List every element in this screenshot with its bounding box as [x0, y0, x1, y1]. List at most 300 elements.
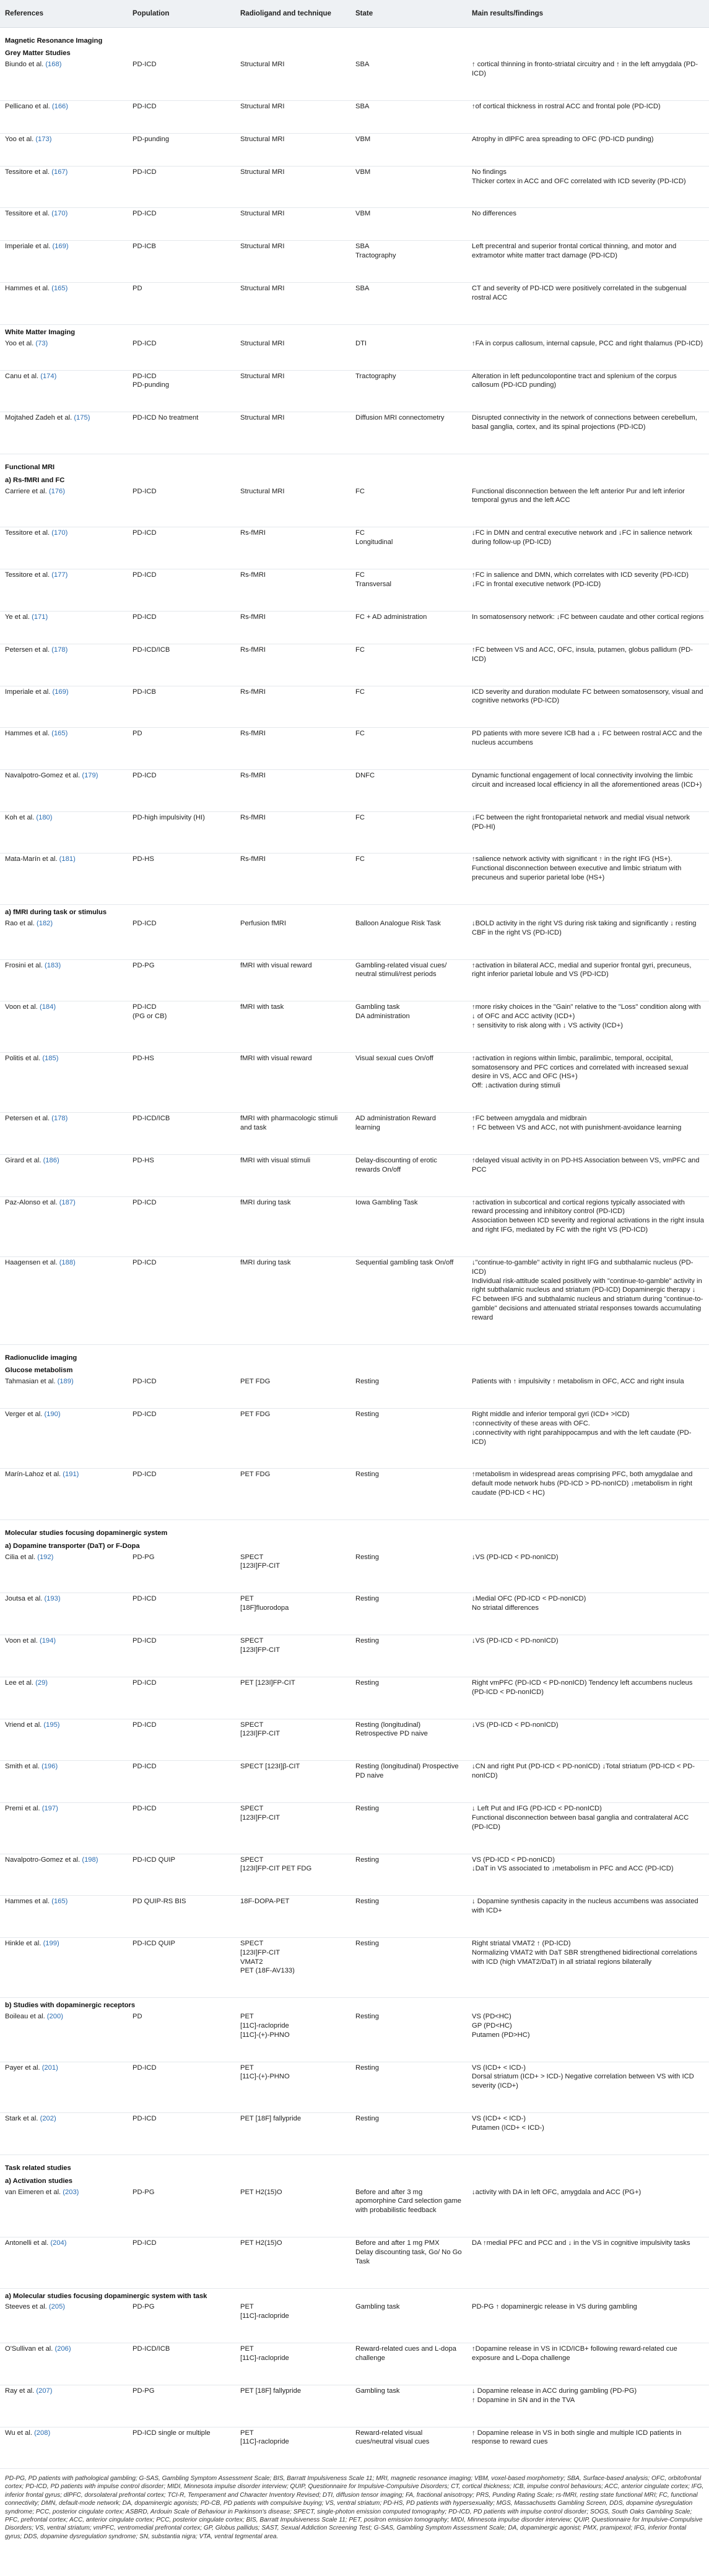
- reference-cell[interactable]: O'Sullivan et al. (206): [0, 2343, 128, 2385]
- population-cell: PD-PG: [128, 2187, 235, 2237]
- findings-cell: ↓Medial OFC (PD-ICD < PD-nonICD) No striatal differences: [467, 1593, 709, 1635]
- technique-cell: PET [18F] fallypride: [235, 2385, 350, 2427]
- population-cell: PD QUIP-RS BIS: [128, 1896, 235, 1938]
- state-cell: SBA: [350, 59, 467, 100]
- reference-cell[interactable]: Voon et al. (194): [0, 1635, 128, 1677]
- population-cell: PD-ICD: [128, 1761, 235, 1803]
- subsection-heading: Grey Matter Studies: [5, 50, 71, 58]
- reference-cell[interactable]: Imperiale et al. (169): [0, 241, 128, 283]
- findings-cell: ↑of cortical thickness in rostral ACC and frontal pole (PD-ICD): [467, 100, 709, 133]
- table-row: [0, 2427, 709, 2469]
- findings-cell: Right vmPFC (PD-ICD < PD-nonICD) Tendency left accumbens nucleus (PD-ICD < PD-nonICD): [467, 1677, 709, 1719]
- population-cell: PD-punding: [128, 133, 235, 166]
- state-cell: Resting: [350, 1896, 467, 1938]
- population-cell: PD-ICD: [128, 2062, 235, 2113]
- findings-cell: ↓FC in DMN and central executive network and ↓FC in salience network during follow-up (PD-ICD): [467, 527, 709, 569]
- findings-cell: VS (ICD+ < ICD-) Putamen (ICD+ < ICD-): [467, 2113, 709, 2155]
- state-cell: Resting: [350, 1552, 467, 1593]
- population-cell: PD-ICD QUIP: [128, 1854, 235, 1896]
- state-cell: SBA: [350, 100, 467, 133]
- population-cell: PD-ICD/ICB: [128, 644, 235, 686]
- reference-cell[interactable]: Cilia et al. (192): [0, 1552, 128, 1593]
- citation-link[interactable]: (169): [52, 688, 69, 696]
- table-row: [0, 486, 709, 527]
- table-row: [0, 283, 709, 325]
- reference-cell[interactable]: Antonelli et al. (204): [0, 2237, 128, 2289]
- findings-cell: No differences: [467, 208, 709, 241]
- reference-cell[interactable]: Haagensen et al. (188): [0, 1256, 128, 1344]
- table-row: [0, 2301, 709, 2343]
- header-findings: Main results/findings: [467, 0, 709, 27]
- technique-cell: Structural MRI: [235, 241, 350, 283]
- state-cell: Gambling-related visual cues/ neutral stimuli/rest periods: [350, 959, 467, 1001]
- findings-cell: ↑Dopamine release in VS in ICD/ICB+ following reward-related cue exposure and L-Dopa challenge: [467, 2343, 709, 2385]
- reference-cell[interactable]: Mojtahed Zadeh et al. (175): [0, 412, 128, 454]
- subsection-heading-row: [0, 1998, 709, 2011]
- reference-cell[interactable]: Navalpotro-Gomez et al. (198): [0, 1854, 128, 1896]
- subsection-heading-row: [0, 2174, 709, 2187]
- citation-link[interactable]: (202): [40, 2115, 56, 2123]
- population-cell: PD-ICD: [128, 1256, 235, 1344]
- reference-cell[interactable]: Pellicano et al. (166): [0, 100, 128, 133]
- state-cell: Resting: [350, 1469, 467, 1520]
- state-cell: Before and after 3 mg apomorphine Card selection game with probabilistic feedback: [350, 2187, 467, 2237]
- state-cell: DNFC: [350, 769, 467, 811]
- state-cell: SBA Tractography: [350, 241, 467, 283]
- technique-cell: Rs-fMRI: [235, 569, 350, 612]
- findings-cell: ↑activation in bilateral ACC, medial and superior frontal gyri, precuneus, right inferior parietal lobule and VS (PD-ICD): [467, 959, 709, 1001]
- state-cell: Gambling task: [350, 2385, 467, 2427]
- citation-link[interactable]: (178): [51, 646, 68, 654]
- reference-cell[interactable]: Premi et al. (197): [0, 1803, 128, 1854]
- state-cell: Resting: [350, 2011, 467, 2062]
- state-cell: FC: [350, 486, 467, 527]
- technique-cell: fMRI with visual stimuli: [235, 1154, 350, 1196]
- section-heading: Molecular studies focusing dopaminergic system: [5, 1529, 168, 1537]
- state-cell: FC: [350, 854, 467, 905]
- population-cell: PD-HS: [128, 1154, 235, 1196]
- reference-cell[interactable]: Girard et al. (186): [0, 1154, 128, 1196]
- citation-link[interactable]: (173): [35, 135, 52, 143]
- technique-cell: Rs-fMRI: [235, 811, 350, 854]
- reference-cell[interactable]: Smith et al. (196): [0, 1761, 128, 1803]
- citation-link[interactable]: (204): [50, 2239, 67, 2247]
- table-row: [0, 1803, 709, 1854]
- table-row: [0, 728, 709, 770]
- citation-link[interactable]: (193): [44, 1595, 61, 1603]
- reference-cell[interactable]: Tessitore et al. (170): [0, 208, 128, 241]
- table-row: [0, 2385, 709, 2427]
- section-heading: Task related studies: [5, 2164, 71, 2172]
- reference-cell[interactable]: Marín-Lahoz et al. (191): [0, 1469, 128, 1520]
- state-cell: Reward-related cues and L-dopa challenge: [350, 2343, 467, 2385]
- findings-cell: ↑FC between amygdala and midbrain ↑ FC between VS and ACC, not with punishment-avoidance learning: [467, 1113, 709, 1155]
- technique-cell: PET FDG: [235, 1409, 350, 1469]
- citation-link[interactable]: (177): [51, 571, 68, 579]
- findings-cell: ↑ Dopamine release in VS in both single and multiple ICD patients in response to reward cues: [467, 2427, 709, 2469]
- table-row: [0, 1376, 709, 1408]
- reference-cell[interactable]: Steeves et al. (205): [0, 2301, 128, 2343]
- citation-link[interactable]: (178): [51, 1115, 68, 1123]
- population-cell: PD-ICD: [128, 2237, 235, 2289]
- population-cell: PD-ICD: [128, 2113, 235, 2155]
- table-row: [0, 370, 709, 412]
- technique-cell: SPECT [123I]FP-CIT: [235, 1803, 350, 1854]
- population-cell: PD-ICD: [128, 1469, 235, 1520]
- state-cell: Resting: [350, 1376, 467, 1408]
- population-cell: PD-ICD: [128, 59, 235, 100]
- citation-link[interactable]: (170): [51, 210, 68, 218]
- citation-link[interactable]: (183): [45, 961, 61, 969]
- reference-cell[interactable]: Ye et al. (171): [0, 611, 128, 644]
- state-cell: Visual sexual cues On/off: [350, 1052, 467, 1112]
- table-row: [0, 2062, 709, 2113]
- technique-cell: Rs-fMRI: [235, 728, 350, 770]
- reference-cell[interactable]: Hammes et al. (165): [0, 283, 128, 325]
- table-row: [0, 811, 709, 854]
- state-cell: Resting: [350, 1409, 467, 1469]
- reference-cell[interactable]: Yoo et al. (73): [0, 338, 128, 370]
- reference-cell[interactable]: Hinkle et al. (199): [0, 1938, 128, 1998]
- subsection-heading: a) Molecular studies focusing dopaminergic system with task: [5, 2292, 207, 2300]
- findings-cell: ↓ Left Put and IFG (PD-ICD < PD-nonICD) Functional disconnection between basal ganglia and contralateral ACC (PD-ICD): [467, 1803, 709, 1854]
- subsection-heading: a) Rs-fMRI and FC: [5, 476, 65, 484]
- citation-link[interactable]: (73): [35, 339, 48, 347]
- technique-cell: Rs-fMRI: [235, 854, 350, 905]
- population-cell: PD-ICD: [128, 100, 235, 133]
- population-cell: PD-ICD single or multiple: [128, 2427, 235, 2469]
- header-state: State: [350, 0, 467, 27]
- citation-link[interactable]: (167): [51, 168, 68, 176]
- citation-link[interactable]: (179): [82, 771, 98, 779]
- findings-cell: VS (PD-ICD < PD-nonICD) ↓DaT in VS associated to ↓metabolism in PFC and ACC (PD-ICD): [467, 1854, 709, 1896]
- technique-cell: Structural MRI: [235, 283, 350, 325]
- citation-link[interactable]: (168): [45, 61, 62, 69]
- population-cell: PD-ICD: [128, 166, 235, 208]
- population-cell: PD-ICD No treatment: [128, 412, 235, 454]
- technique-cell: PET [11C]-raclopride: [235, 2301, 350, 2343]
- state-cell: VBM: [350, 133, 467, 166]
- technique-cell: PET FDG: [235, 1469, 350, 1520]
- state-cell: Resting: [350, 2062, 467, 2113]
- section-heading-row: [0, 2155, 709, 2173]
- table-row: [0, 686, 709, 728]
- technique-cell: PET H2(15)O: [235, 2187, 350, 2237]
- table-row: [0, 1635, 709, 1677]
- citation-link[interactable]: (200): [46, 2013, 63, 2021]
- citation-link[interactable]: (188): [59, 1258, 76, 1266]
- technique-cell: PET [18F]fluorodopa: [235, 1593, 350, 1635]
- reference-cell[interactable]: Vriend et al. (195): [0, 1719, 128, 1761]
- citation-link[interactable]: (206): [54, 2345, 71, 2353]
- state-cell: FC: [350, 811, 467, 854]
- findings-cell: ↑salience network activity with significant ↑ in the right IFG (HS+). Functional disconnection between executive and limbic striatum with precuneus and superior parietal lobe (HS+): [467, 854, 709, 905]
- table-row: [0, 208, 709, 241]
- population-cell: PD-ICD (PG or CB): [128, 1001, 235, 1053]
- citation-link[interactable]: (199): [43, 1940, 59, 1948]
- section-heading: Magnetic Resonance Imaging: [5, 37, 103, 45]
- table-row: [0, 918, 709, 959]
- technique-cell: SPECT [123I]FP-CIT VMAT2 PET (18F-AV133): [235, 1938, 350, 1998]
- reference-cell[interactable]: Paz-Alonso et al. (187): [0, 1196, 128, 1256]
- citation-link[interactable]: (186): [43, 1156, 59, 1164]
- technique-cell: SPECT [123I]FP-CIT: [235, 1552, 350, 1593]
- citation-link[interactable]: (181): [59, 855, 76, 863]
- citation-link[interactable]: (169): [52, 243, 69, 251]
- citation-link[interactable]: (180): [36, 813, 53, 821]
- reference-cell[interactable]: Hammes et al. (165): [0, 1896, 128, 1938]
- findings-cell: ↑activation in regions within limbic, paralimbic, temporal, occipital, somatosensory and PFC cortices and correlated with increased sexual desire in VS, ACC and OFC (HS+) Off: ↓activation during stimuli: [467, 1052, 709, 1112]
- state-cell: Resting: [350, 2113, 467, 2155]
- findings-cell: In somatosensory network: ↓FC between caudate and other cortical regions: [467, 611, 709, 644]
- findings-cell: Left precentral and superior frontal cortical thinning, and motor and extramotor white matter tract damage (PD-ICD): [467, 241, 709, 283]
- table-row: [0, 2343, 709, 2385]
- findings-cell: Disrupted connectivity in the network of connections between cerebellum, basal ganglia, cortex, and its spinal projections (PD-ICD): [467, 412, 709, 454]
- technique-cell: Structural MRI: [235, 486, 350, 527]
- table-row: [0, 2187, 709, 2237]
- reference-cell[interactable]: Voon et al. (184): [0, 1001, 128, 1053]
- technique-cell: Structural MRI: [235, 166, 350, 208]
- population-cell: PD-ICD: [128, 769, 235, 811]
- reference-cell[interactable]: Imperiale et al. (169): [0, 686, 128, 728]
- table-row: [0, 1719, 709, 1761]
- reference-cell[interactable]: Yoo et al. (173): [0, 133, 128, 166]
- findings-cell: ↑activation in subcortical and cortical regions typically associated with reward processing and inhibitory control (PD-ICD) Association between ICD severity and regional activations in the right insula and right IFG, mediated by FC with the right VS (PD-ICD): [467, 1196, 709, 1256]
- technique-cell: fMRI with visual reward: [235, 959, 350, 1001]
- technique-cell: fMRI with visual reward: [235, 1052, 350, 1112]
- technique-cell: Structural MRI: [235, 412, 350, 454]
- population-cell: PD-PG: [128, 959, 235, 1001]
- reference-cell[interactable]: Lee et al. (29): [0, 1677, 128, 1719]
- population-cell: PD: [128, 283, 235, 325]
- findings-cell: ↓ Dopamine synthesis capacity in the nucleus accumbens was associated with ICD+: [467, 1896, 709, 1938]
- population-cell: PD-ICD PD-punding: [128, 370, 235, 412]
- subsection-heading-row: [0, 473, 709, 486]
- technique-cell: Rs-fMRI: [235, 769, 350, 811]
- reference-cell[interactable]: Petersen et al. (178): [0, 644, 128, 686]
- technique-cell: PET [123I]FP-CIT: [235, 1677, 350, 1719]
- citation-link[interactable]: (207): [36, 2387, 53, 2395]
- population-cell: PD-ICD: [128, 1593, 235, 1635]
- reference-cell[interactable]: Tessitore et al. (177): [0, 569, 128, 612]
- table-row: [0, 1113, 709, 1155]
- findings-cell: ↑delayed visual activity in on PD-HS Association between VS, vmPFC and PCC: [467, 1154, 709, 1196]
- citation-link[interactable]: (205): [48, 2303, 66, 2311]
- state-cell: SBA: [350, 283, 467, 325]
- subsection-heading: a) Activation studies: [5, 2177, 72, 2185]
- reference-cell[interactable]: Biundo et al. (168): [0, 59, 128, 100]
- state-cell: FC: [350, 644, 467, 686]
- table-row: [0, 2113, 709, 2155]
- state-cell: Sequential gambling task On/off: [350, 1256, 467, 1344]
- technique-cell: PET H2(15)O: [235, 2237, 350, 2289]
- state-cell: Resting (longitudinal) Retrospective PD naive: [350, 1719, 467, 1761]
- table-row: [0, 1552, 709, 1593]
- citation-link[interactable]: (165): [51, 285, 68, 293]
- state-cell: Gambling task DA administration: [350, 1001, 467, 1053]
- reference-cell[interactable]: Tahmasian et al. (189): [0, 1376, 128, 1408]
- subsection-heading-row: [0, 1363, 709, 1376]
- state-cell: Iowa Gambling Task: [350, 1196, 467, 1256]
- subsection-heading: Glucose metabolism: [5, 1367, 73, 1375]
- table-row: [0, 1196, 709, 1256]
- citation-link[interactable]: (189): [57, 1378, 74, 1386]
- citation-link[interactable]: (184): [39, 1003, 56, 1011]
- subsection-heading: a) Dopamine transporter (DaT) or F-Dopa: [5, 1542, 140, 1550]
- table-row: [0, 854, 709, 905]
- reference-cell[interactable]: Canu et al. (174): [0, 370, 128, 412]
- citation-link[interactable]: (185): [42, 1054, 59, 1062]
- reference-cell[interactable]: Mata-Marín et al. (181): [0, 854, 128, 905]
- citation-link[interactable]: (187): [59, 1198, 76, 1206]
- subsection-heading-row: [0, 324, 709, 337]
- table-row: [0, 1896, 709, 1938]
- citation-link[interactable]: (165): [51, 1898, 68, 1906]
- table-row: [0, 412, 709, 454]
- citation-link[interactable]: (166): [51, 102, 68, 110]
- findings-cell: Dynamic functional engagement of local connectivity involving the limbic circuit and increased local efficiency in all the aforementioned areas (ICD+): [467, 769, 709, 811]
- technique-cell: fMRI during task: [235, 1256, 350, 1344]
- state-cell: Resting: [350, 1677, 467, 1719]
- state-cell: Balloon Analogue Risk Task: [350, 918, 467, 959]
- findings-cell: Right striatal VMAT2 ↑ (PD-ICD) Normalizing VMAT2 with DaT SBR strengthened bidirectional correlations with ICD (high VMAT2/DaT) in all striatal regions bilaterally: [467, 1938, 709, 1998]
- reference-cell[interactable]: van Eimeren et al. (203): [0, 2187, 128, 2237]
- population-cell: PD-ICD: [128, 918, 235, 959]
- table-row: [0, 611, 709, 644]
- citation-link[interactable]: (165): [51, 730, 68, 738]
- findings-cell: ↑metabolism in widespread areas comprising PFC, both amygdalae and default mode network hubs (PD-ICD > PD-nonICD) ↓metabolism in right caudate (PD-ICD < HC): [467, 1469, 709, 1520]
- population-cell: PD-HS: [128, 1052, 235, 1112]
- citation-link[interactable]: (194): [39, 1637, 56, 1645]
- technique-cell: Rs-fMRI: [235, 527, 350, 569]
- table-row: [0, 959, 709, 1001]
- technique-cell: fMRI during task: [235, 1196, 350, 1256]
- table-row: [0, 644, 709, 686]
- population-cell: PD-high impulsivity (HI): [128, 811, 235, 854]
- reference-cell[interactable]: Verger et al. (190): [0, 1409, 128, 1469]
- citation-link[interactable]: (198): [82, 1856, 98, 1864]
- population-cell: PD-ICD/ICB: [128, 2343, 235, 2385]
- citation-link[interactable]: (176): [48, 487, 66, 495]
- citation-link[interactable]: (208): [34, 2429, 51, 2437]
- citation-link[interactable]: (190): [44, 1411, 61, 1419]
- section-heading-row: [0, 1520, 709, 1539]
- population-cell: PD-HS: [128, 854, 235, 905]
- citation-link[interactable]: (192): [37, 1553, 54, 1561]
- reference-cell[interactable]: Boileau et al. (200): [0, 2011, 128, 2062]
- findings-cell: VS (ICD+ < ICD-) Dorsal striatum (ICD+ > ICD-) Negative correlation between VS with ICD severity (ICD+): [467, 2062, 709, 2113]
- reference-cell[interactable]: Rao et al. (182): [0, 918, 128, 959]
- state-cell: Tractography: [350, 370, 467, 412]
- table-row: [0, 166, 709, 208]
- reference-cell[interactable]: Politis et al. (185): [0, 1052, 128, 1112]
- findings-cell: ↓VS (PD-ICD < PD-nonICD): [467, 1635, 709, 1677]
- findings-cell: DA ↑medial PFC and PCC and ↓ in the VS in cognitive impulsivity tasks: [467, 2237, 709, 2289]
- population-cell: PD-ICD QUIP: [128, 1938, 235, 1998]
- table-row: [0, 1593, 709, 1635]
- technique-cell: PET [11C]-raclopride: [235, 2343, 350, 2385]
- reference-cell[interactable]: Frosini et al. (183): [0, 959, 128, 1001]
- reference-cell[interactable]: Payer et al. (201): [0, 2062, 128, 2113]
- citation-link[interactable]: (171): [32, 613, 48, 621]
- table-body: [0, 27, 709, 2469]
- technique-cell: Structural MRI: [235, 59, 350, 100]
- citation-link[interactable]: (174): [40, 372, 57, 380]
- technique-cell: PET FDG: [235, 1376, 350, 1408]
- reference-cell[interactable]: Tessitore et al. (170): [0, 527, 128, 569]
- state-cell: Resting: [350, 1938, 467, 1998]
- reference-cell[interactable]: Tessitore et al. (167): [0, 166, 128, 208]
- findings-cell: ↓FC between the right frontoparietal network and medial visual network (PD-HI): [467, 811, 709, 854]
- technique-cell: Rs-fMRI: [235, 611, 350, 644]
- reference-cell[interactable]: Stark et al. (202): [0, 2113, 128, 2155]
- state-cell: Resting: [350, 1803, 467, 1854]
- table-row: [0, 1409, 709, 1469]
- section-heading-row: [0, 27, 709, 46]
- state-cell: DTI: [350, 338, 467, 370]
- technique-cell: fMRI with task: [235, 1001, 350, 1053]
- population-cell: PD-PG: [128, 1552, 235, 1593]
- citation-link[interactable]: (196): [41, 1763, 58, 1771]
- subsection-heading-row: [0, 46, 709, 59]
- findings-cell: ↓BOLD activity in the right VS during risk taking and significantly ↓ resting CBF in the right VS (PD-ICD): [467, 918, 709, 959]
- citation-link[interactable]: (191): [63, 1471, 79, 1479]
- technique-cell: SPECT [123I]FP-CIT PET FDG: [235, 1854, 350, 1896]
- citation-link[interactable]: (201): [41, 2064, 58, 2072]
- reference-cell[interactable]: Petersen et al. (178): [0, 1113, 128, 1155]
- table-row: [0, 1938, 709, 1998]
- state-cell: Resting (longitudinal) Prospective PD naive: [350, 1761, 467, 1803]
- citation-link[interactable]: (29): [35, 1679, 48, 1687]
- subsection-heading-row: [0, 2288, 709, 2301]
- technique-cell: PET [18F] fallypride: [235, 2113, 350, 2155]
- reference-cell[interactable]: Navalpotro-Gomez et al. (179): [0, 769, 128, 811]
- findings-cell: PD-PG ↑ dopaminergic release in VS during gambling: [467, 2301, 709, 2343]
- findings-cell: ↑FC between VS and ACC, OFC, insula, putamen, globus pallidum (PD-ICD): [467, 644, 709, 686]
- citation-link[interactable]: (197): [41, 1805, 58, 1813]
- citation-link[interactable]: (170): [51, 529, 68, 537]
- reference-cell[interactable]: Koh et al. (180): [0, 811, 128, 854]
- state-cell: FC Transversal: [350, 569, 467, 612]
- population-cell: PD-ICD: [128, 569, 235, 612]
- citation-link[interactable]: (175): [74, 414, 90, 422]
- reference-cell[interactable]: Ray et al. (207): [0, 2385, 128, 2427]
- population-cell: PD-ICD/ICB: [128, 1113, 235, 1155]
- population-cell: PD-ICD: [128, 1196, 235, 1256]
- citation-link[interactable]: (195): [43, 1721, 60, 1729]
- technique-cell: SPECT [123I]FP-CIT: [235, 1719, 350, 1761]
- reference-cell[interactable]: Joutsa et al. (193): [0, 1593, 128, 1635]
- findings-cell: VS (PD<HC) GP (PD<HC) Putamen (PD>HC): [467, 2011, 709, 2062]
- findings-cell: ↓VS (PD-ICD < PD-nonICD): [467, 1719, 709, 1761]
- technique-cell: PET [11C]-(+)-PHNO: [235, 2062, 350, 2113]
- table-row: [0, 1469, 709, 1520]
- state-cell: FC: [350, 686, 467, 728]
- state-cell: FC Longitudinal: [350, 527, 467, 569]
- reference-cell[interactable]: Hammes et al. (165): [0, 728, 128, 770]
- citation-link[interactable]: (182): [37, 919, 53, 927]
- reference-cell[interactable]: Carriere et al. (176): [0, 486, 128, 527]
- findings-cell: ↓activity with DA in left OFC, amygdala and ACC (PG+): [467, 2187, 709, 2237]
- population-cell: PD: [128, 728, 235, 770]
- section-heading: Functional MRI: [5, 464, 55, 472]
- state-cell: Gambling task: [350, 2301, 467, 2343]
- table-row: [0, 241, 709, 283]
- reference-cell[interactable]: Wu et al. (208): [0, 2427, 128, 2469]
- technique-cell: PET [11C]-raclopride: [235, 2427, 350, 2469]
- state-cell: Resting: [350, 1635, 467, 1677]
- citation-link[interactable]: (203): [63, 2188, 79, 2196]
